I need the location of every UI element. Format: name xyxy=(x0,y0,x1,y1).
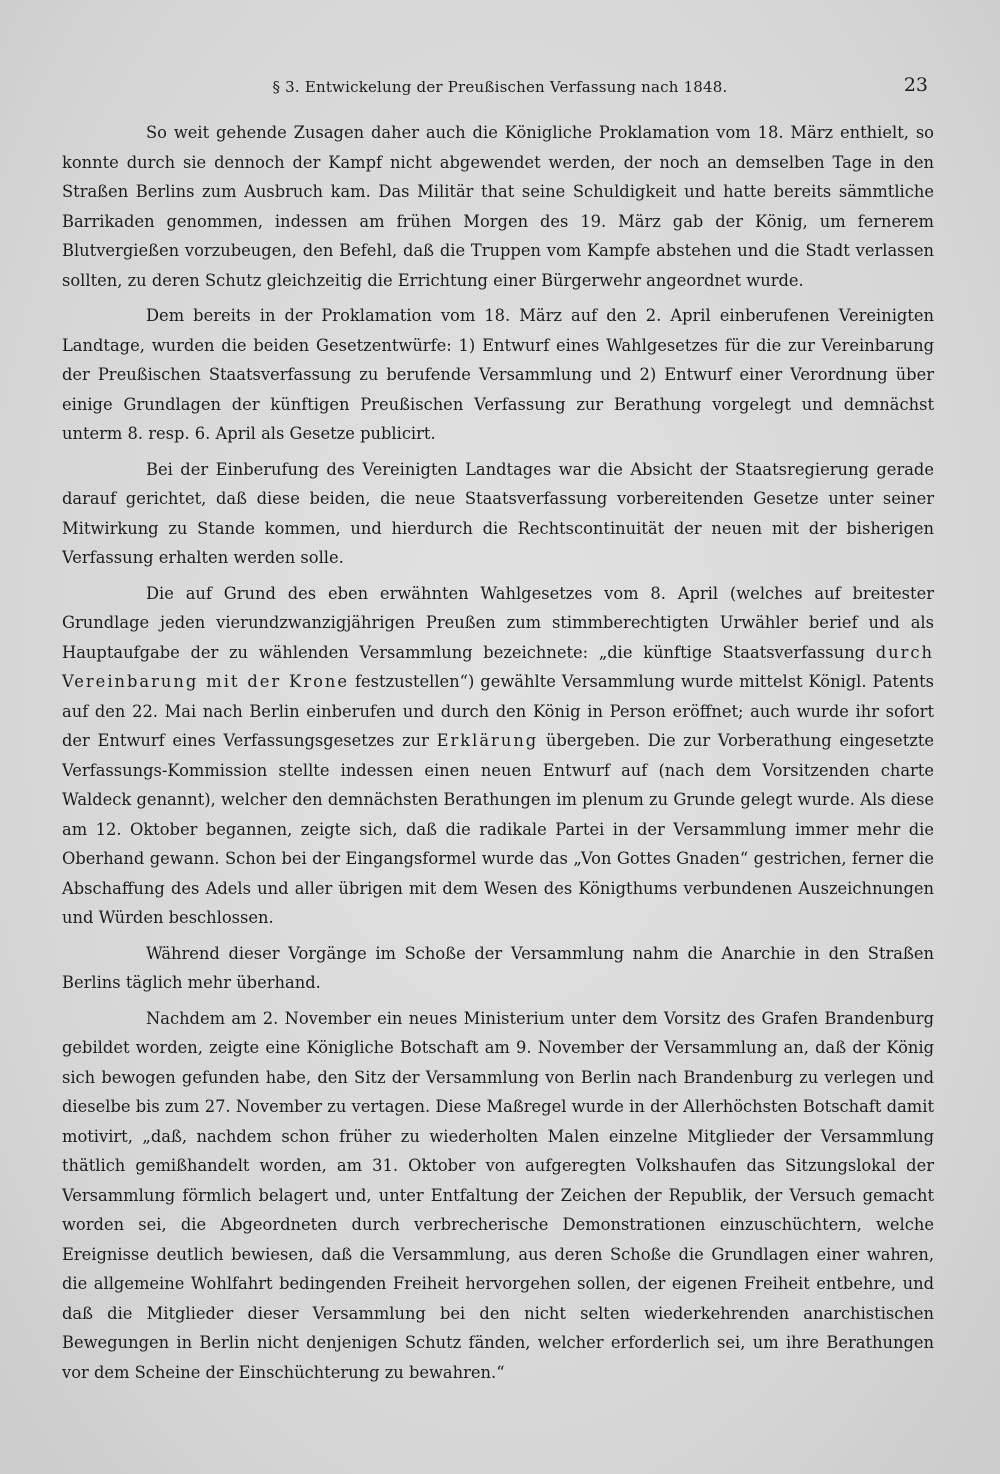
paragraph-5: Während dieser Vorgänge im Schoße der Versammlung nahm die Anarchie in den Straßen Berlins täglich mehr überhand. xyxy=(62,943,934,992)
emphasized-word: Erklärung xyxy=(436,731,539,750)
paragraph-4-part-b: festzustellen“) gewählte Versammlung wurde mittelst Königl. Patents auf den 22. Mai nach Berlin einberufen und durch den König in Person eröffnet; auch wurde ihr sofort der Entwurf eines Verfassungsgesetzes zur xyxy=(62,672,934,750)
paragraph-2: Dem bereits in der Proklamation vom 18. März auf den 2. April einberufenen Vereinigten Landtage, wurden die beiden Gesetzentwürfe: 1) Entwurf eines Wahlgesetzes für die zur Vereinbarung der Preußischen Staatsverfassung zu berufende Versammlung und 2) Entwurf einer Verordnung über einige Grundlagen der künftigen Preußischen Verfassung zur Berathung vorgelegt und demnächst unterm 8. resp. 6. April als Gesetze publicirt. xyxy=(62,306,934,443)
header-title: § 3. Entwickelung der Preußischen Verfassung nach 1848. xyxy=(272,78,728,96)
paragraph-4-part-a: Die auf Grund des eben erwähnten Wahlgesetzes vom 8. April (welches auf breitester Grundlage jeden vierundzwanzigjährigen Preußen zum stimmberechtigten Urwähler berief und als Hauptaufgabe der zu wählenden Versammlung bezeichnete: „die künftige Staatsverfassung xyxy=(62,583,934,662)
running-header xyxy=(60,72,940,106)
paragraph-1: So weit gehende Zusagen daher auch die Königliche Proklamation vom 18. März enthielt, so konnte durch sie dennoch der Kampf nicht abgewendet werden, der noch an demselben Tage in den Straßen Berlins zum Ausbruch kam. Das Militär that seine Schuldigkeit und hatte bereits sämmtliche Barrikaden genommen, indessen am frühen Morgen des 19. März gab der König, um fernerem Blutvergießen vorzubeugen, den Befehl, daß die Truppen vom Kampfe abstehen und die Stadt verlassen sollten, zu deren Schutz gleichzeitig die Errichtung einer Bürgerwehr angeordnet wurde. xyxy=(62,123,934,290)
paragraph-4 xyxy=(62,579,934,933)
paragraph-3: Bei der Einberufung des Vereinigten Landtages war die Absicht der Staatsregierung gerade darauf gerichtet, daß diese beiden, die neue Staatsverfassung vorbereitenden Gesetze unter seiner Mitwirkung zu Stande kommen, und hierdurch die Rechtscontinuität der neuen mit der bisherigen Verfassung erhalten werden solle. xyxy=(62,459,934,567)
page-number: 23 xyxy=(903,74,928,96)
emphasized-phrase: durch Vereinbarung mit der Krone xyxy=(62,642,934,691)
paragraph-4-part-c: übergeben. Die zur Vorberathung eingesetzte Verfassungs-Kommission stellte indessen einen neuen Entwurf auf (nach dem Vorsitzenden charte Waldeck genannt), welcher den demnächsten Berathungen im plenum zu Grunde gelegt wurde. Als diese am 12. Oktober begannen, zeigte sich, daß die radikale Partei in der Versammlung immer mehr die Oberhand gewann. Schon bei der Eingangsformel wurde das „Von Gottes Gnaden“ gestrichen, ferner die Abschaffung des Adels und aller übrigen mit dem Wesen des Königthums verbundenen Auszeichnungen und Würden beschlossen. xyxy=(62,731,934,927)
paragraph-6: Nachdem am 2. November ein neues Ministerium unter dem Vorsitz des Grafen Brandenburg gebildet worden, zeigte eine Königliche Botschaft am 9. November der Versammlung an, daß der König sich bewogen gefunden habe, den Sitz der Versammlung von Berlin nach Brandenburg zu verlegen und dieselbe bis zum 27. November zu vertagen. Diese Maßregel wurde in der Allerhöchsten Botschaft damit motivirt, „daß, nachdem schon früher zu wiederholten Malen einzelne Mitglieder der Versammlung thätlich gemißhandelt worden, am 31. Oktober von aufgeregten Volkshaufen das Sitzungslokal der Versammlung förmlich belagert und, unter Entfaltung der Zeichen der Republik, der Versuch gemacht worden sei, die Abgeordneten durch verbrecherische Demonstrationen einzuschüchtern, welche Ereignisse deutlich bewiesen, daß die Versammlung, aus deren Schoße die Grundlagen einer wahren, die allgemeine Wohlfahrt bedingenden Freiheit hervorgehen sollen, der eigenen Freiheit entbehre, und daß die Mitglieder dieser Versammlung bei den nicht selten wiederkehrenden anarchistischen Bewegungen in Berlin nicht denjenigen Schutz fänden, welcher erforderlich sei, um ihre Berathungen vor dem Scheine der Einschüchterung zu bewahren.“ xyxy=(62,1008,934,1382)
body-text xyxy=(62,118,934,1393)
